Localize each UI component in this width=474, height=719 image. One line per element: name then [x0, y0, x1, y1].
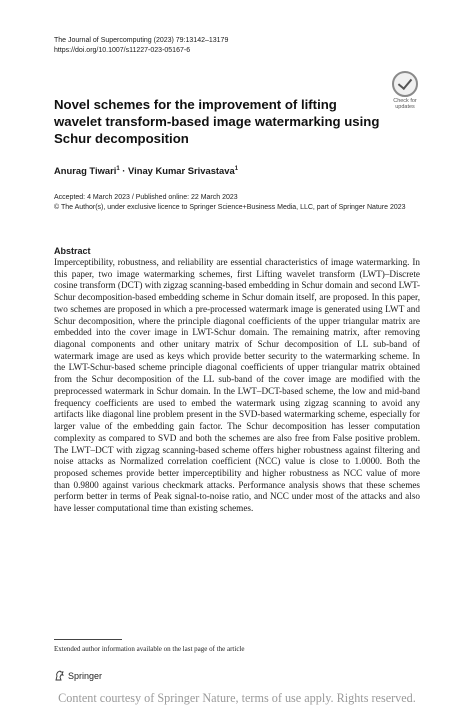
check-mark-icon [392, 71, 418, 97]
author-name[interactable]: Vinay Kumar Srivastava [128, 165, 235, 176]
journal-citation: The Journal of Supercomputing (2023) 79:13142–13179 [54, 37, 229, 44]
copyright-notice: © The Author(s), under exclusive licence to Springer Science+Business Media, LLC, part of Springer Nature 2023 [54, 203, 406, 211]
courtesy-watermark: Content courtesy of Springer Nature, terms of use apply. Rights reserved. [58, 691, 416, 705]
check-for-updates-badge[interactable] [389, 71, 421, 110]
journal-header [54, 36, 228, 55]
publication-dates [54, 193, 424, 212]
abstract-heading: Abstract [54, 246, 91, 256]
footnote: Extended author information available on the last page of the article [54, 645, 245, 653]
accepted-published-dates: Accepted: 4 March 2023 / Published online: 22 March 2023 [54, 194, 238, 201]
publisher-logo [54, 670, 102, 681]
author-separator: · [119, 165, 129, 176]
doi-link[interactable]: https://doi.org/10.1007/s11227-023-05167-6 [54, 46, 191, 54]
author-list [54, 165, 238, 176]
badge-line-2: updates [395, 104, 415, 110]
affiliation-marker: 1 [234, 165, 239, 172]
paper-title: Novel schemes for the improvement of lifting wavelet transform-based image watermarking using Schur decomposition [54, 97, 380, 146]
badge-line-1: Check for [393, 98, 417, 104]
abstract-text: Imperceptibility, robustness, and reliability are essential characteristics of image watermarking. In this paper, two image watermarking schemes, first Lifting wavelet transform (LWT)–Discrete cosine transform (DCT) with zigzag scanning-based embedding in Schur domain and second LWT-Schur decomposition-based embedding scheme in Schur domain itself, are proposed. In this paper, two schemes are proposed in which a pre-processed watermark image is generated using LWT and Schur decomposition, where the principle diagonal coefficients of the upper triangular matrix are embedded into the cover image in LWT-Schur domain. The remaining matrix, after removing diagonal components and other unitary matrix of Schur decomposition of LL sub-band of watermark image are used as keys which provide better security to the watermarking scheme. In the LWT-Schur-based scheme principle diagonal coefficients of upper triangular matrix obtained from the Schur decomposition of the LL sub-band of the cover image are modified with the preprocessed watermark in Schur domain. In the LWT–DCT-based scheme, the low and mid-band frequency coefficients are used to embed the watermark using zigzag scanning to avoid any artifacts like diagonal line problem present in the SVD-based watermarking scheme, especially for larger value of the embedding gain factor. The Schur decomposition has lesser computation complexity as compared to SVD and both the schemes are also free from False positive problem. The LWT–DCT with zigzag scanning-based scheme offers higher robustness against filtering and noise attacks as Normalized correlation coefficient (NCC) value is close to 1.0000. Both the proposed schemes provide better imperceptibility and higher robustness as NCC value of more than 0.9800 against various checkmark attacks. Performance analysis shows that these schemes perform better in terms of Peak signal-to-noise ratio, and NCC under most of the attacks and also have lesser computational time than existing schemes. [54, 257, 420, 514]
affiliation-marker: 1 [116, 165, 120, 172]
author-name[interactable]: Anurag Tiwari [54, 165, 117, 176]
publisher-name: Springer [68, 670, 103, 681]
springer-horse-icon [54, 670, 65, 681]
footnote-divider [54, 639, 122, 640]
